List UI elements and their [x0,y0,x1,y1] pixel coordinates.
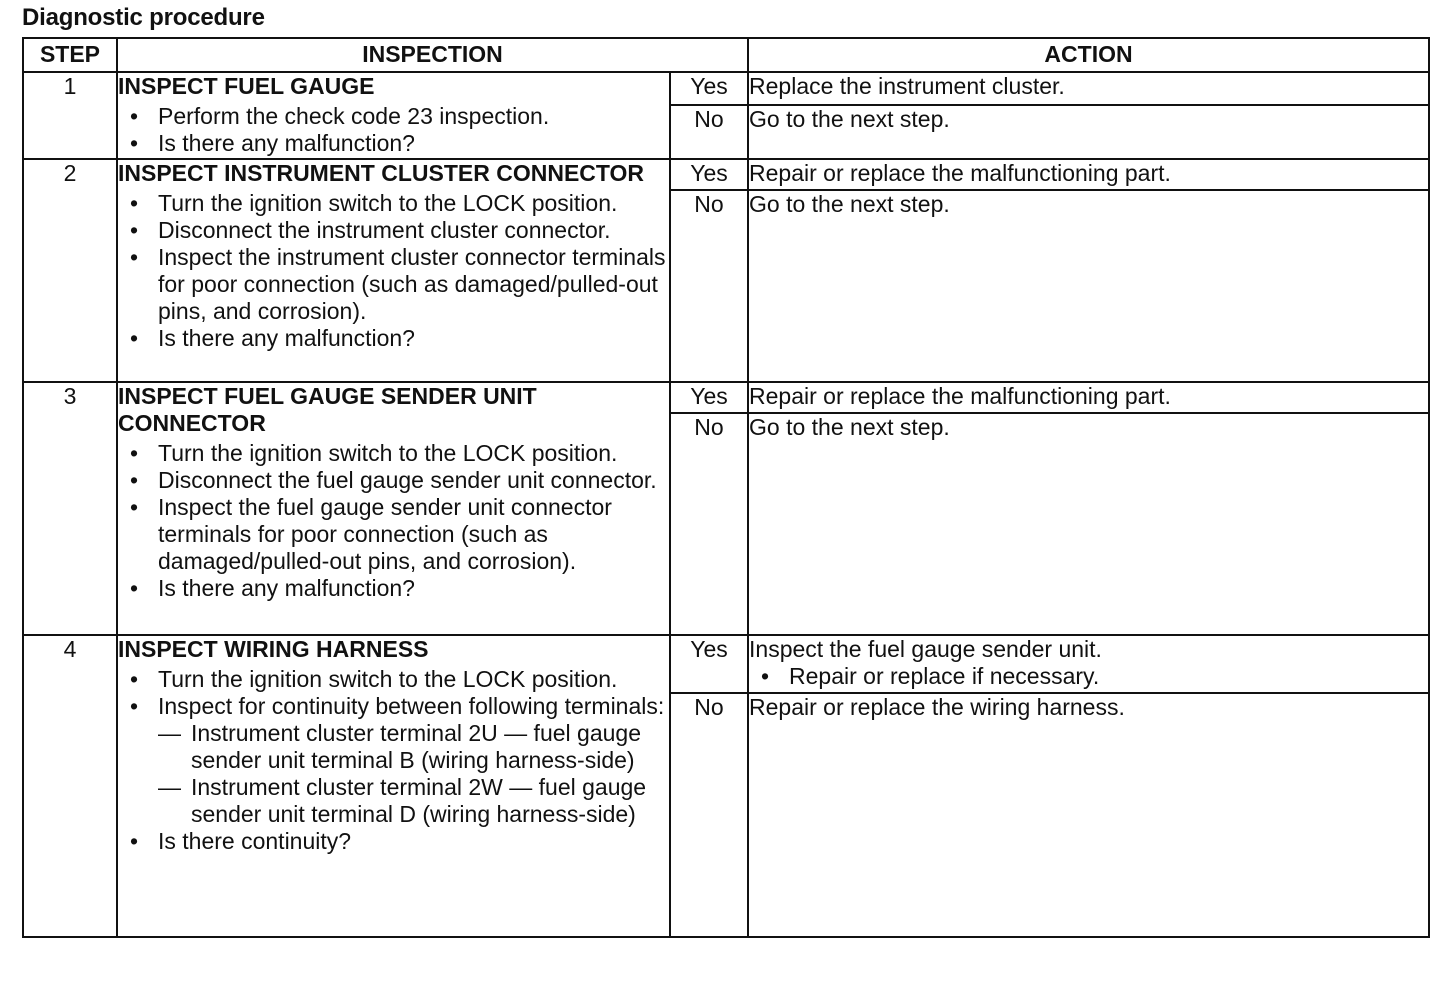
inspection-title: INSPECT FUEL GAUGE [118,73,375,99]
table-row [23,382,1429,413]
yes-label: Yes [670,382,748,413]
yes-label: Yes [670,159,748,190]
list-item: • Perform the check code 23 inspection. [118,103,669,130]
inspection-cell [117,382,670,635]
no-label: No [670,105,748,159]
inspection-list [118,190,669,352]
yes-action: Repair or replace the malfunctioning part. [748,159,1429,190]
inspection-cell [117,635,670,937]
header-inspection: INSPECTION [117,38,748,72]
list-item: • Turn the ignition switch to the LOCK position. [118,190,669,217]
step-number: 3 [23,382,117,635]
table-row [23,635,1429,693]
header-action: ACTION [748,38,1429,72]
inspection-list [118,666,669,855]
no-label: No [670,693,748,937]
header-step: STEP [23,38,117,72]
list-item: • Turn the ignition switch to the LOCK position. [118,440,669,467]
inspection-title: INSPECT WIRING HARNESS [118,636,429,662]
inspection-title: INSPECT FUEL GAUGE SENDER UNIT CONNECTOR [118,383,537,436]
no-label: No [670,413,748,635]
yes-action-subitem: • Repair or replace if necessary. [749,663,1428,690]
list-item: • Inspect the fuel gauge sender unit connector terminals for poor connection (such as damaged/pulled-out pins, and corrosion). [118,494,669,575]
list-item: • Inspect the instrument cluster connector terminals for poor connection (such as damaged/pulled-out pins, and corrosion). [118,244,669,325]
no-action: Go to the next step. [748,413,1429,635]
step-number: 2 [23,159,117,382]
no-action: Go to the next step. [748,190,1429,382]
no-label: No [670,190,748,382]
sub-list-item-text: Instrument cluster terminal 2U — fuel gauge sender unit terminal B (wiring harness-side) [191,720,641,773]
inspection-cell [117,159,670,382]
list-item-text: • Inspect for continuity between following terminals: [158,693,665,719]
step-number: 4 [23,635,117,937]
yes-action-cell [748,635,1429,693]
table-row [23,159,1429,190]
list-item: • Is there continuity? [118,828,669,855]
diagnostic-procedure-table [22,37,1430,938]
yes-label: Yes [670,72,748,105]
step-number: 1 [23,72,117,159]
no-action: Repair or replace the wiring harness. [748,693,1429,937]
sub-list-item [158,774,669,828]
sub-list-item [158,720,669,774]
list-item: • Is there any malfunction? [118,575,669,602]
sub-list-item-text: Instrument cluster terminal 2W — fuel gauge sender unit terminal D (wiring harness-side) [191,774,647,827]
yes-action: Inspect the fuel gauge sender unit. [749,636,1102,662]
list-item: • Is there any malfunction? [118,325,669,352]
table-row [23,72,1429,105]
yes-action: Replace the instrument cluster. [748,72,1429,105]
list-item: • Turn the ignition switch to the LOCK position. [118,666,669,693]
inspection-cell [117,72,670,159]
list-item: • Disconnect the instrument cluster connector. [118,217,669,244]
inspection-list [118,103,669,157]
list-item: • Is there any malfunction? [118,130,669,157]
table-header-row [23,38,1429,72]
dash-marker: — [158,774,181,800]
yes-action: Repair or replace the malfunctioning part. [748,382,1429,413]
inspection-title: INSPECT INSTRUMENT CLUSTER CONNECTOR [118,160,645,186]
inspection-list [118,440,669,602]
document-title: Diagnostic procedure [22,4,265,31]
list-item: • Disconnect the fuel gauge sender unit connector. [118,467,669,494]
no-action: Go to the next step. [748,105,1429,159]
list-item [118,693,669,828]
dash-marker: — [158,720,181,746]
yes-label: Yes [670,635,748,693]
